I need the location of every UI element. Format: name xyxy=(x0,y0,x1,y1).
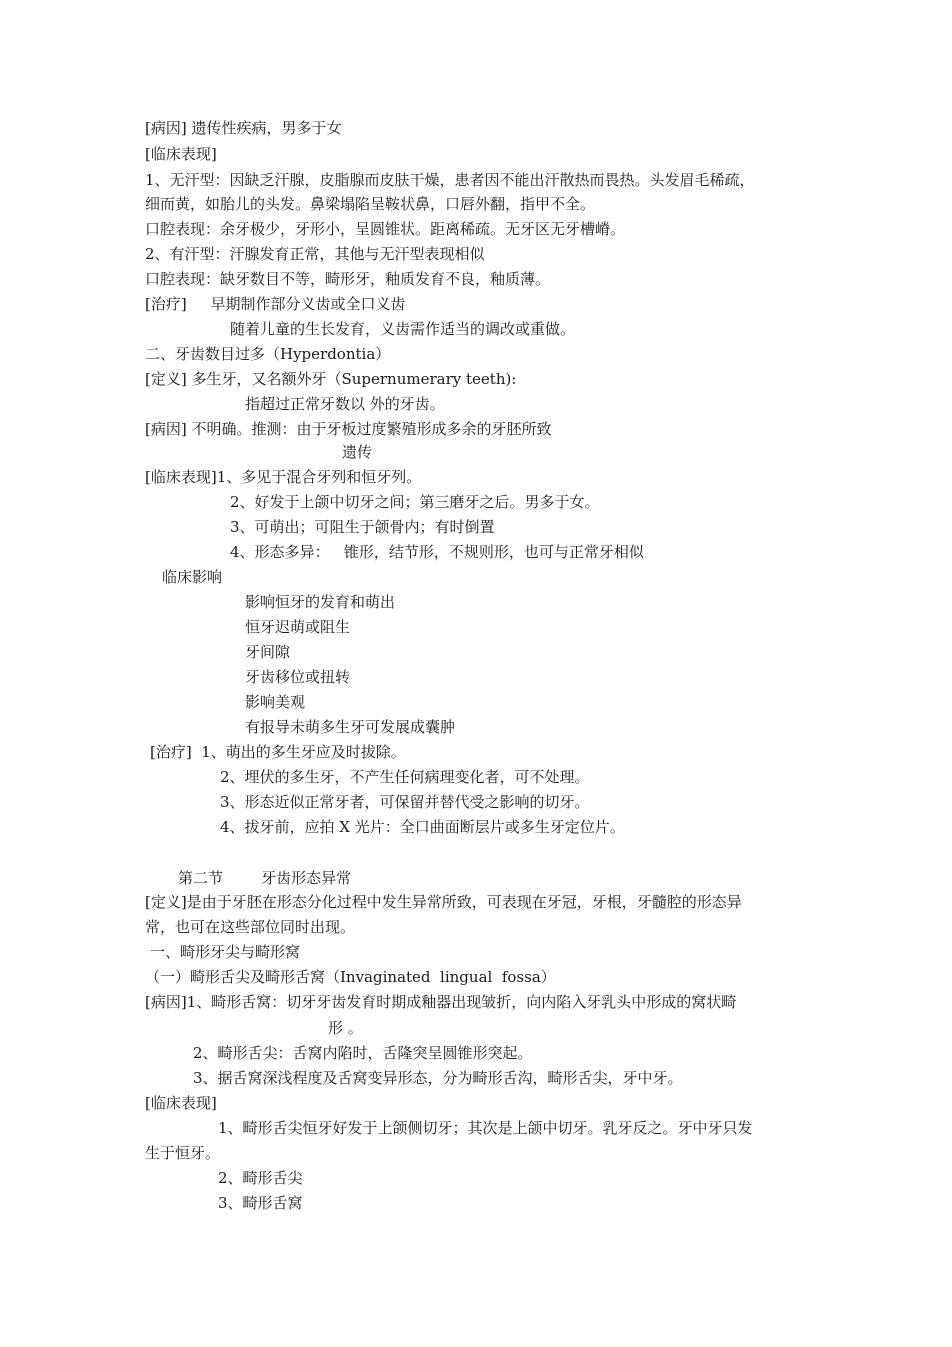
treatment-item-2: 2、埋伏的多生牙，不产生任何病理变化者，可不处理。 xyxy=(220,768,590,786)
anhidrotic-type-line1: 1、无汗型：因缺乏汗腺，皮脂腺而皮肤干燥，患者因不能出汗散热而畏热。头发眉毛稀疏， xyxy=(145,171,755,189)
subsection-1: 一、畸形牙尖与畸形窝 xyxy=(150,943,301,961)
definition-supernumerary: [定义] 多生牙，又名额外牙（Supernumerary teeth): xyxy=(145,370,517,388)
etiology-3: 3、据舌窝深浅程度及舌窝变异形态，分为畸形舌沟，畸形舌尖，牙中牙。 xyxy=(193,1069,683,1087)
etiology-heredity-2: 遗传 xyxy=(342,443,373,461)
oral-findings-1: 口腔表现：余牙极少，牙形小，呈圆锥状。距离稀疏。无牙区无牙槽嵴。 xyxy=(145,220,626,238)
impact-1: 影响恒牙的发育和萌出 xyxy=(245,593,396,611)
impact-3: 牙间隙 xyxy=(245,643,291,661)
definition-line1: [定义]是由于牙胚在形态分化过程中发生异常所致，可表现在牙冠，牙根，牙髓腔的形态异 xyxy=(145,893,742,911)
oral-findings-2: 口腔表现：缺牙数目不等，畸形牙，釉质发育不良，釉质薄。 xyxy=(145,270,551,288)
clinical-item-1-line2: 生于恒牙。 xyxy=(145,1144,221,1162)
treatment-item-1: [治疗] 1、萌出的多生牙应及时拔除。 xyxy=(150,743,406,761)
impact-6: 有报导未萌多生牙可发展成囊肿 xyxy=(245,718,456,736)
clinical-heading: [临床表现] xyxy=(145,145,217,163)
clinical-1: [临床表现]1、多见于混合牙列和恒牙列。 xyxy=(145,468,422,486)
clinical-4: 4、形态多异： 锥形，结节形，不规则形，也可与正常牙相似 xyxy=(230,543,644,561)
definition-detail: 指超过正常牙数以 外的牙齿。 xyxy=(245,395,445,413)
etiology-heredity: [病因] 遗传性疾病，男多于女 xyxy=(145,119,342,137)
clinical-item-2: 2、畸形舌尖 xyxy=(218,1169,303,1187)
hidrotic-type: 2、有汗型：汗腺发育正常，其他与无汗型表现相似 xyxy=(145,245,485,263)
clinical-item-1-line1: 1、畸形舌尖恒牙好发于上颌侧切牙；其次是上颌中切牙。乳牙反之。牙中牙只发 xyxy=(218,1119,753,1137)
clinical-3: 3、可萌出；可阻生于颌骨内；有时倒置 xyxy=(230,518,495,536)
impact-5: 影响美观 xyxy=(245,693,306,711)
treatment-1: [治疗] 早期制作部分义齿或全口义齿 xyxy=(145,295,406,313)
etiology-unknown: [病因] 不明确。推测：由于牙板过度繁殖形成多余的牙胚所致 xyxy=(145,420,552,438)
impact-4: 牙齿移位或扭转 xyxy=(245,668,351,686)
treatment-item-3: 3、形态近似正常牙者，可保留并替代受之影响的切牙。 xyxy=(220,793,590,811)
section-hyperdontia: 二、牙齿数目过多（Hyperdontia） xyxy=(145,345,391,363)
clinical-heading-2: [临床表现] xyxy=(145,1094,217,1112)
definition-line2: 常，也可在这些部位同时出现。 xyxy=(145,918,356,936)
impact-2: 恒牙迟萌或阻生 xyxy=(245,618,351,636)
treatment-item-4: 4、拔牙前，应拍 X 光片：全口曲面断层片或多生牙定位片。 xyxy=(220,818,625,836)
section-title: 第二节 牙齿形态异常 xyxy=(178,869,352,887)
clinical-impact-heading: 临床影响 xyxy=(162,568,223,586)
treatment-2: 随着儿童的生长发育，义齿需作适当的调改或重做。 xyxy=(230,320,576,338)
clinical-2: 2、好发于上颌中切牙之间；第三磨牙之后。男多于女。 xyxy=(230,493,600,511)
etiology-line2: 形 。 xyxy=(328,1019,363,1037)
etiology-line1: [病因]1、畸形舌窝：切牙牙齿发育时期成釉器出现皱折，向内陷入牙乳头中形成的窝状畸 xyxy=(145,993,737,1011)
etiology-2: 2、畸形舌尖：舌窝内陷时，舌隆突呈圆锥形突起。 xyxy=(193,1044,533,1062)
clinical-item-3: 3、畸形舌窝 xyxy=(218,1194,303,1212)
subsection-1-1: （一）畸形舌尖及畸形舌窝（Invaginated lingual fossa） xyxy=(145,968,556,986)
anhidrotic-type-line2: 细而黄，如胎儿的头发。鼻梁塌陷呈鞍状鼻，口唇外翻，指甲不全。 xyxy=(145,195,596,213)
